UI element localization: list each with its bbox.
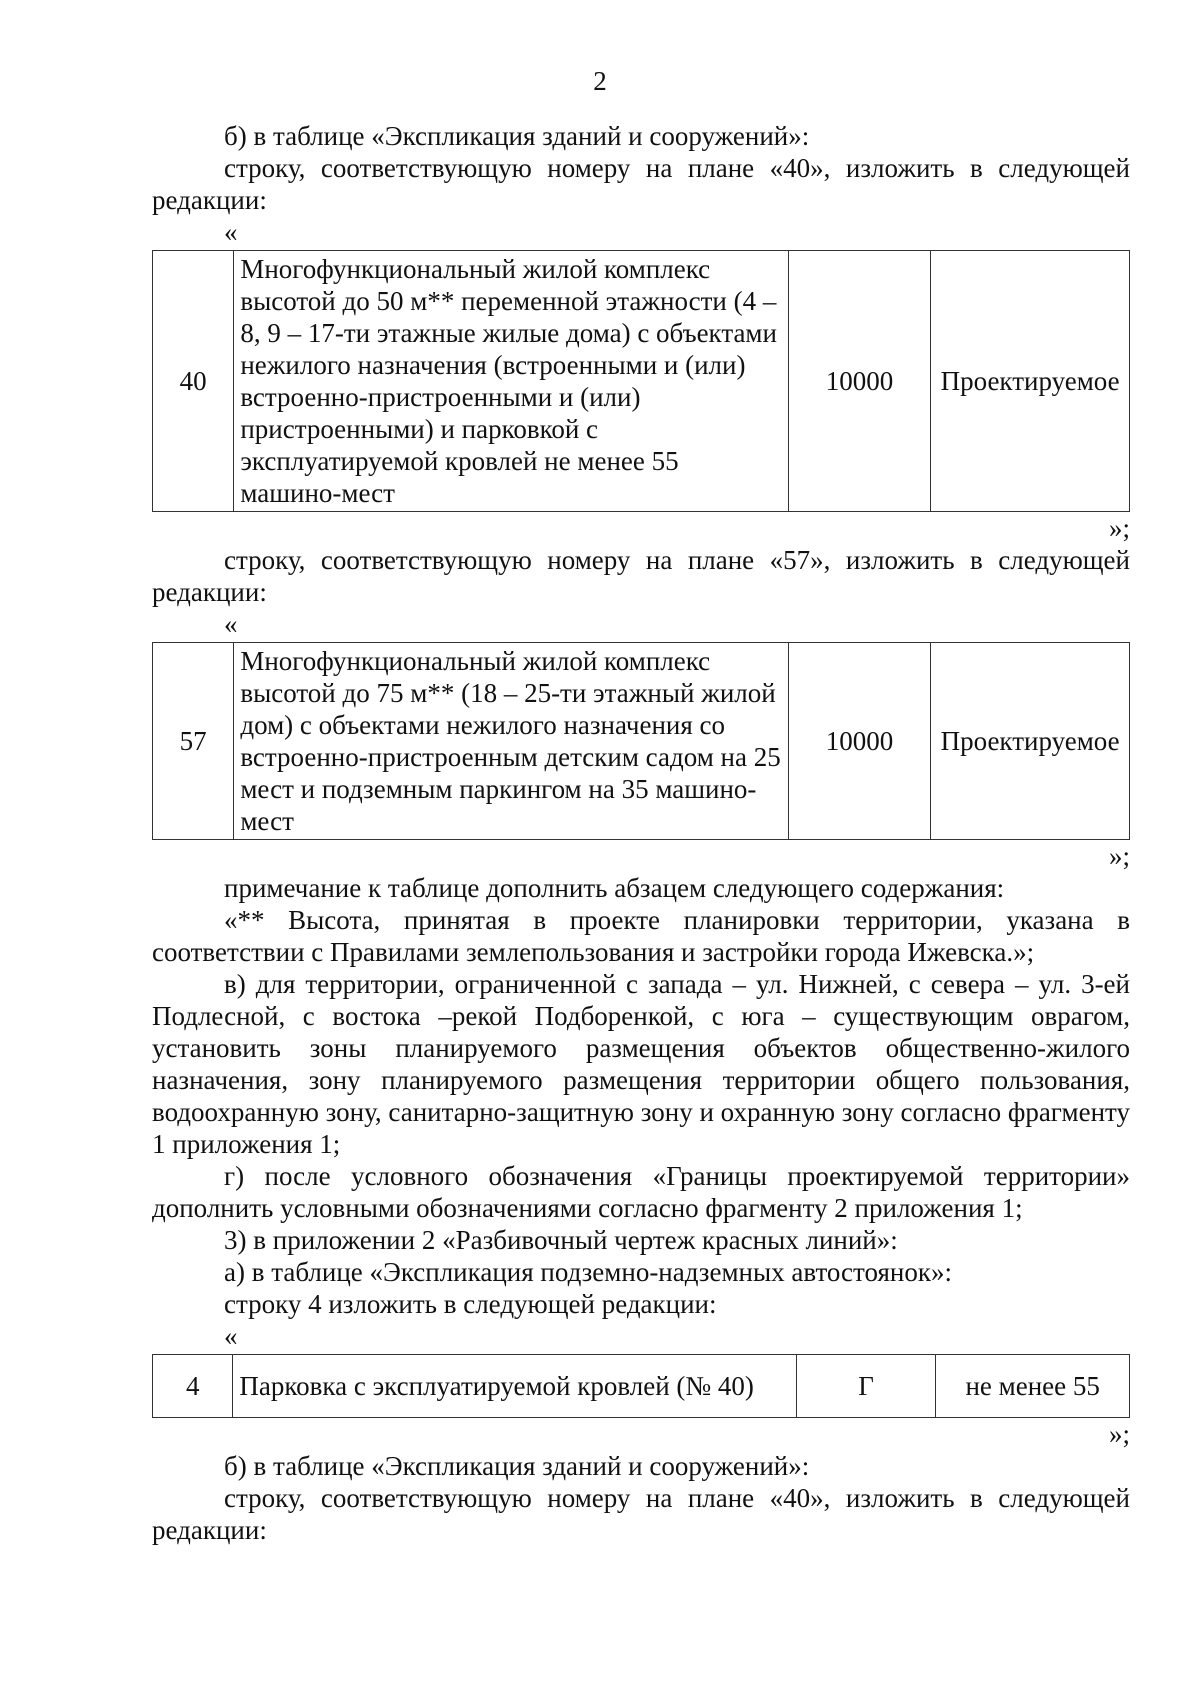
- quote-close-mark: »;: [1108, 513, 1130, 543]
- paragraph-row40-instruction: строку, соответствующую номеру на плане «40», изложить в следующей редакции:: [152, 153, 1130, 215]
- quote-close-mark: »;: [1108, 1419, 1130, 1449]
- cell-plan-number: 57: [153, 643, 234, 840]
- table-row-57: [152, 642, 1130, 840]
- paragraph-note-text: «** Высота, принятая в проекте планировки территории, указана в соответствии с Правилами землепользования и застройки города Ижевска.»;: [152, 905, 1130, 967]
- cell-object-name: Многофункциональный жилой комплекс высотой до 75 м** (18 – 25-ти этажный жилой дом) с объектами нежилого назначения со встроенно-пристроенным детским садом на 25 мест и подземным паркингом на 35 машино-мест: [234, 643, 788, 840]
- document-body: [152, 120, 1130, 1546]
- paragraph-row57-instruction: строку, соответствующую номеру на плане «57», изложить в следующей редакции:: [152, 545, 1130, 607]
- quote-open-mark: «: [224, 609, 238, 639]
- table-row: [153, 643, 1130, 840]
- paragraph-note-intro: примечание к таблице дополнить абзацем следующего содержания:: [224, 873, 1005, 903]
- cell-plan-number: 40: [153, 251, 234, 512]
- cell-area: 10000: [788, 251, 931, 512]
- paragraph-row4-instruction: строку 4 изложить в следующей редакции:: [224, 1289, 717, 1319]
- paragraph-g: г) после условного обозначения «Границы проектируемой территории» дополнить условными обозначениями согласно фрагменту 2 приложения 1;: [152, 1161, 1130, 1223]
- table-row: [153, 1355, 1130, 1418]
- quote-open-mark: «: [224, 1321, 238, 1351]
- cell-parking-type: Г: [796, 1355, 936, 1418]
- table-row: [153, 251, 1130, 512]
- paragraph-row40-instruction-2: строку, соответствующую номеру на плане «40», изложить в следующей редакции:: [152, 1483, 1130, 1545]
- paragraph-v: в) для территории, ограниченной с запада – ул. Нижней, с севера – ул. 3-ей Подлесной, с востока –рекой Подборенкой, с юга – существующим оврагом, установить зоны планируемого размещения объектов общественно-жилого назначения, зону планируемого размещения территории общего пользования, водоохранную зону, санитарно-защитную зону и охранную зону согласно фрагменту 1 приложения 1;: [152, 969, 1130, 1159]
- quote-open-mark: «: [224, 217, 238, 247]
- paragraph-b-heading: б) в таблице «Экспликация зданий и сооружений»:: [224, 121, 810, 151]
- cell-area: 10000: [788, 643, 931, 840]
- table-row-40: [152, 250, 1130, 512]
- quote-close-mark: »;: [1108, 841, 1130, 871]
- cell-status: Проектируемое: [931, 643, 1130, 840]
- cell-object-name: Многофункциональный жилой комплекс высотой до 50 м** переменной этажности (4 – 8, 9 – 17-ти этажные жилые дома) с объектами нежилого назначения (встроенными и (или) встроенно-пристроенными и (или) пристроенными) и парковкой с эксплуатируемой кровлей не менее 55 машино-мест: [234, 251, 788, 512]
- table-row-4: [152, 1354, 1130, 1418]
- paragraph-a: а) в таблице «Экспликация подземно-надземных автостоянок»:: [224, 1257, 952, 1287]
- paragraph-b-heading-2: б) в таблице «Экспликация зданий и сооружений»:: [224, 1451, 810, 1481]
- cell-row-number: 4: [153, 1355, 233, 1418]
- cell-status: Проектируемое: [931, 251, 1130, 512]
- page-number: 2: [593, 66, 607, 96]
- cell-parking-name: Парковка с эксплуатируемой кровлей (№ 40): [233, 1355, 796, 1418]
- paragraph-3: 3) в приложении 2 «Разбивочный чертеж красных линий»:: [224, 1225, 898, 1255]
- cell-parking-capacity: не менее 55: [936, 1355, 1130, 1418]
